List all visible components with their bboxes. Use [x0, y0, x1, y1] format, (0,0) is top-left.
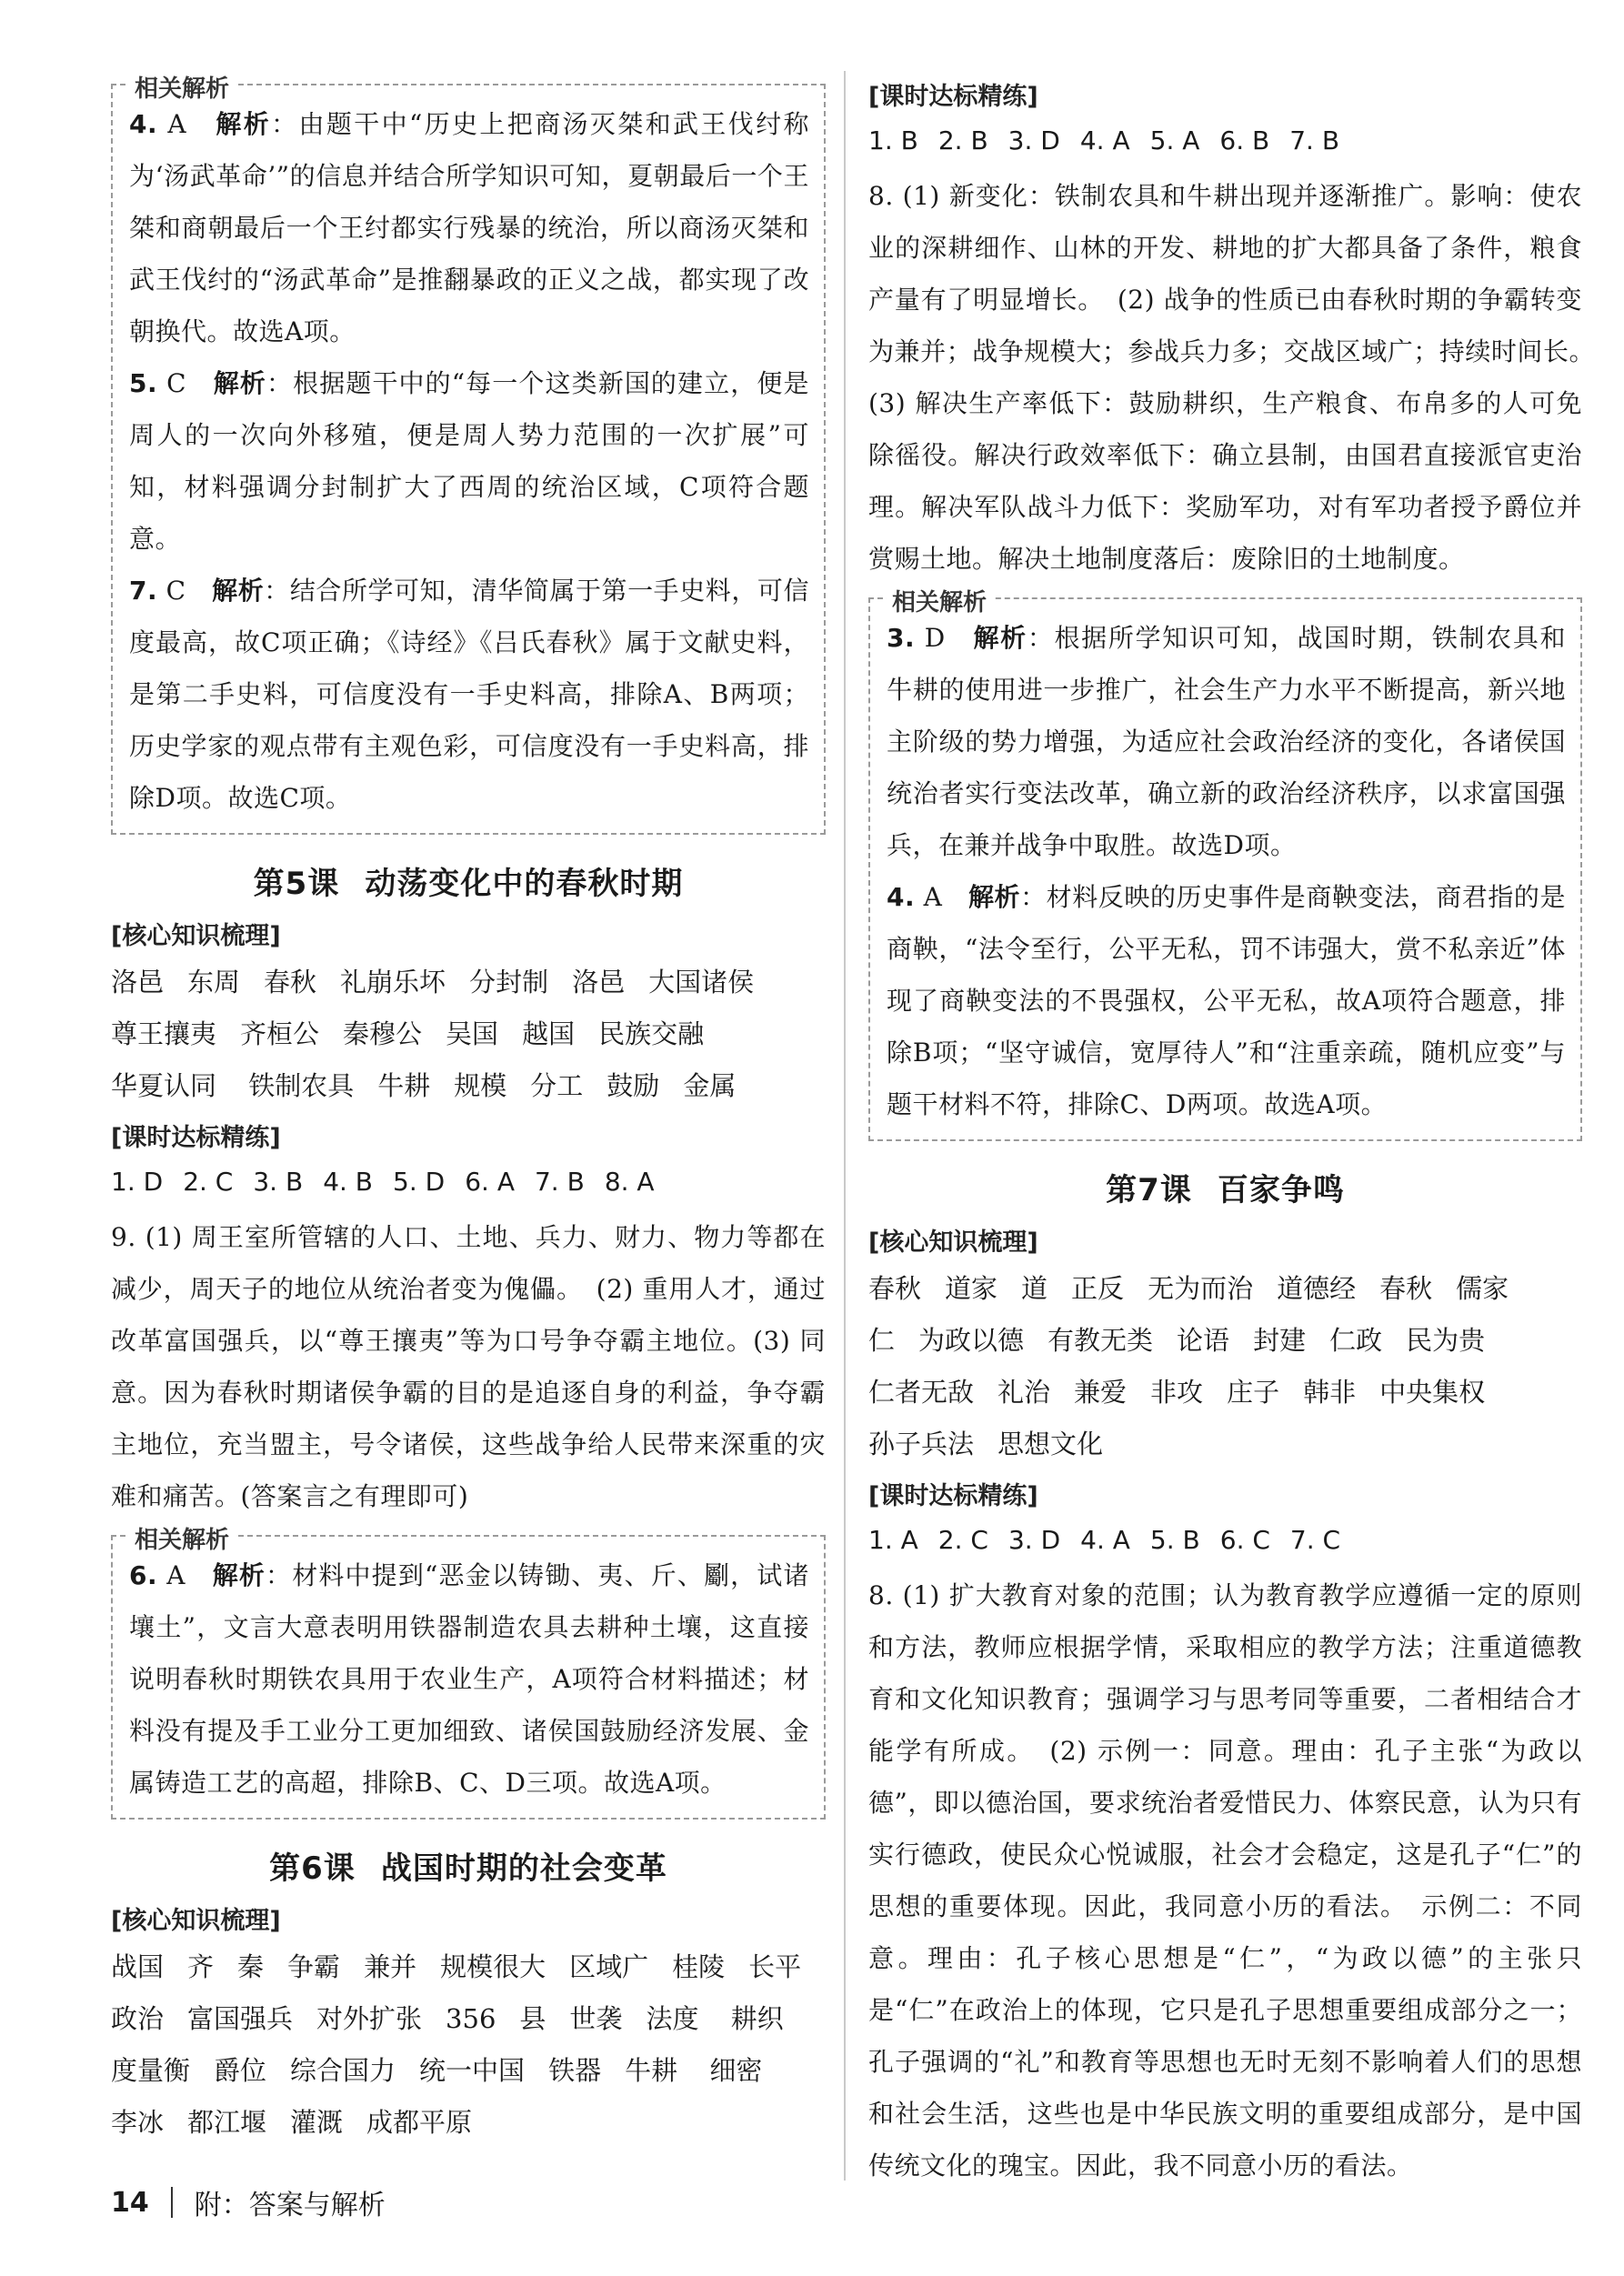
analysis-item: 7. C 解析：结合所学可知，清华简属于第一手史料，可信度最高，故C项正确；《诗经》《吕氏春秋》属于文献史料，是第二手史料，可信度没有一手史料高，排除A、B两项；历史学家的观点带有主观色彩，可信度没有一手史料高，排除D项。故选C项。: [129, 576, 809, 813]
term-list: 战国 齐 秦 争霸 兼并 规模很大 区域广 桂陵 长平 政治 富国强兵 对外扩张 356 县 世袭 法度 耕织度量衡 爵位 综合国力 统一中国 铁器 牛耕 细密李冰 都江堰 灌溉 成都平原: [111, 1951, 802, 2138]
column-divider: [844, 71, 846, 2181]
lesson-title: 第7课 百家争鸣: [1106, 1172, 1345, 1208]
left-column: [111, 71, 826, 2149]
analysis-box: [868, 589, 1582, 1141]
box-label: 相关解析: [887, 584, 992, 617]
analysis-item: 6. A 解析：材料中提到“恶金以铸锄、夷、斤、劚，试诸壤土”，文言大意表明用铁器制造农具去耕种土壤，这直接说明春秋时期铁农具用于农业生产，A项符合材料描述；材料没有提及手工业分工更加细致、诸侯国鼓励经济发展、金属铸造工艺的高超，排除B、C、D三项。故选A项。: [129, 1560, 809, 1798]
question-answer: 8. (1) 扩大教育对象的范围；认为教育教学应遵循一定的原则和方法，教师应根据学情，采取相应的教学方法；注重道德教育和文化知识教育；强调学习与思考同等重要，二者相结合才能学有所成。 (2) 示例一：同意。理由：孔子主张“为政以德”，即以德治国，要求统治者爱惜民力、体察民意，认为只有实行德政，使民众心悦诚服，社会才会稳定，这是孔子“仁”的思想的重要体现。因此，我同意小历的看法。 示例二：不同意。理由：孔子核心思想是“仁”，“为政以德”的主张只是“仁”在政治上的体现，它只是孔子思想重要组成部分之一；孔子强调的“礼”和教育等思想也无时无刻不影响着人们的思想和社会生活，这些也是中华民族文明的重要组成部分，是中国传统文化的瑰宝。因此，我不同意小历的看法。: [868, 1580, 1582, 2181]
page-footer: [111, 2182, 386, 2222]
footer-title: 附：答案与解析: [194, 2190, 386, 2221]
term-list: 春秋 道家 道 正反 无为而治 道德经 春秋 儒家 仁 为政以德 有教无类 论语 封建 仁政 民为贵 仁者无敌 礼治 兼爱 非攻 庄子 韩非 中央集权 孙子兵法 思想文化: [868, 1273, 1509, 1459]
answer-list: 1. B 2. B 3. D 4. A 5. A 6. B 7. B: [868, 125, 1340, 155]
section-tag: [课时达标精练]: [868, 83, 1038, 111]
page-number: 14: [111, 2186, 149, 2219]
section-tag: [核心知识梳理]: [111, 1907, 281, 1935]
lesson-title: 第6课 战国时期的社会变革: [269, 1850, 667, 1887]
question-answer: 9. (1) 周王室所管辖的人口、土地、兵力、财力、物力等都在减少，周天子的地位从统治者变为傀儡。 (2) 重用人才，通过改革富国强兵，以“尊王攘夷”等为口号争夺霸主地位。(3) 同意。因为春秋时期诸侯争霸的目的是追逐自身的利益，争夺霸主地位，充当盟主，号令诸侯，这些战争给人民带来深重的灾难和痛苦。(答案言之有理即可): [111, 1222, 826, 1511]
lesson-title: 第5课 动荡变化中的春秋时期: [253, 866, 684, 902]
analysis-box: [111, 1527, 826, 1820]
box-label: 相关解析: [129, 1521, 235, 1555]
section-tag: [课时达标精练]: [868, 1482, 1038, 1510]
term-list: 洛邑 东周 春秋 礼崩乐坏 分封制 洛邑 大国诸侯 尊王攘夷 齐桓公 秦穆公 吴国 越国 民族交融华夏认同 铁制农具 牛耕 规模 分工 鼓励 金属: [111, 967, 755, 1101]
section-tag: [核心知识梳理]: [868, 1228, 1038, 1257]
analysis-item: 4. A 解析：材料反映的历史事件是商鞅变法，商君指的是商鞅，“法令至行，公平无私，罚不讳强大，赏不私亲近”体现了商鞅变法的不畏强权，公平无私，故A项符合题意，排除B项；“坚守诚信，宽厚待人”和“注重亲疏，随机应变”与题干材料不符，排除C、D两项。故选A项。: [887, 882, 1566, 1119]
answer-list: 1. D 2. C 3. B 4. B 5. D 6. A 7. B 8. A: [111, 1167, 655, 1197]
footer-divider: [171, 2187, 173, 2218]
section-tag: [课时达标精练]: [111, 1124, 281, 1152]
section-tag: [核心知识梳理]: [111, 922, 281, 950]
answer-list: 1. A 2. C 3. D 4. A 5. B 6. C 7. C: [868, 1525, 1341, 1555]
analysis-item: 4. A 解析：由题干中“历史上把商汤灭桀和武王伐纣称为‘汤武革命’”的信息并结合所学知识可知，夏朝最后一个王桀和商朝最后一个王纣都实行残暴的统治，所以商汤灭桀和武王伐纣的“汤武革命”是推翻暴政的正义之战，都实现了改朝换代。故选A项。: [129, 109, 809, 346]
question-answer: 8. (1) 新变化：铁制农具和牛耕出现并逐渐推广。影响：使农业的深耕细作、山林的开发、耕地的扩大都具备了条件，粮食产量有了明显增长。 (2) 战争的性质已由春秋时期的争霸转变为兼并；战争规模大；参战兵力多；交战区域广；持续时间长。 (3) 解决生产率低下：鼓励耕织，生产粮食、布帛多的人可免除徭役。解决行政效率低下：确立县制，由国君直接派官吏治理。解决军队战斗力低下：奖励军功，对有军功者授予爵位并赏赐土地。解决土地制度落后：废除旧的土地制度。: [868, 181, 1609, 574]
box-label: 相关解析: [129, 70, 235, 104]
right-column: [868, 71, 1609, 2191]
analysis-item: 5. C 解析：根据题干中的“每一个这类新国的建立，便是周人的一次向外移殖，便是周人势力范围的一次扩展”可知，材料强调分封制扩大了西周的统治区域，C项符合题意。: [129, 368, 809, 554]
analysis-box: [111, 75, 826, 835]
analysis-item: 3. D 解析：根据所学知识可知，战国时期，铁制农具和牛耕的使用进一步推广，社会生产力水平不断提高，新兴地主阶级的势力增强，为适应社会政治经济的变化，各诸侯国统治者实行变法改革，确立新的政治经济秩序，以求富国强兵，在兼并战争中取胜。故选D项。: [887, 623, 1566, 860]
